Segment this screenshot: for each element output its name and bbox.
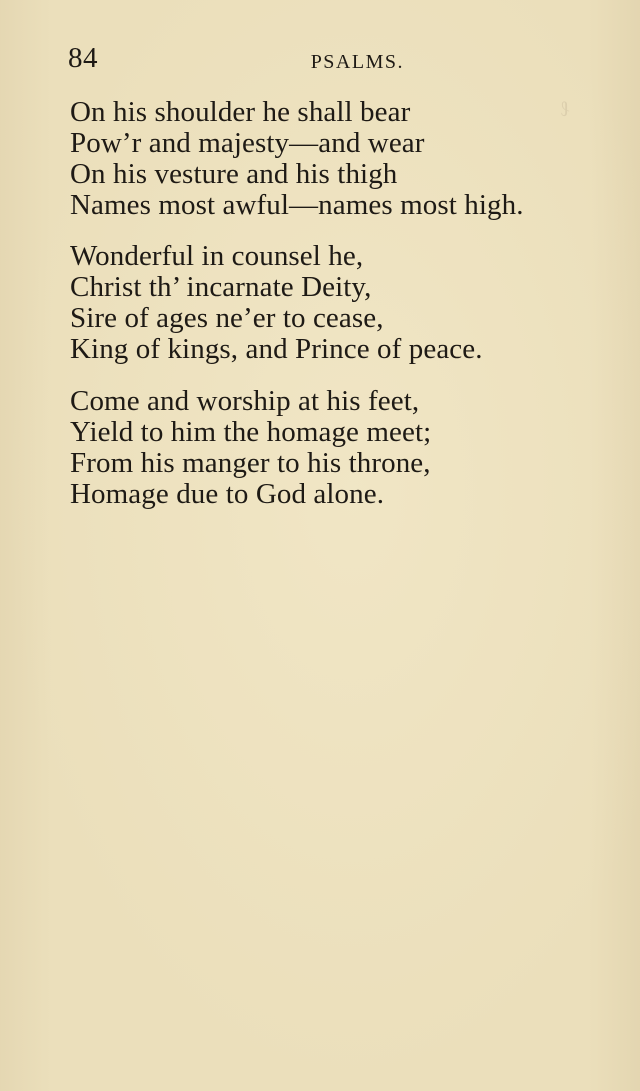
- show-through-mark: ℓ: [560, 96, 571, 121]
- verse-line: Homage due to God alone.: [70, 478, 385, 510]
- stanza-2: [70, 241, 483, 365]
- verse-line: From his manger to his throne,: [70, 447, 431, 479]
- verse-line: King of kings, and Prince of peace.: [70, 333, 483, 365]
- verse-line: Yield to him the homage meet;: [70, 416, 432, 448]
- page-header: [68, 42, 404, 78]
- verse-line: Sire of ages ne’er to cease,: [70, 302, 384, 334]
- verse-line: Names most awful—names most high.: [70, 189, 524, 221]
- verse-line: On his vesture and his thigh: [70, 158, 398, 190]
- stanza-1: [70, 97, 524, 221]
- verse-line: Christ th’ incarnate Deity,: [70, 271, 372, 303]
- verse-line: Wonderful in counsel he,: [70, 240, 364, 272]
- page-number: 84: [68, 42, 98, 74]
- verse-line: Come and worship at his feet,: [70, 385, 420, 417]
- running-title: PSALMS.: [310, 51, 404, 73]
- stanza-3: [70, 386, 431, 510]
- verse-line: On his shoulder he shall bear: [70, 96, 411, 128]
- verse-line: Pow’r and majesty—and wear: [70, 127, 425, 159]
